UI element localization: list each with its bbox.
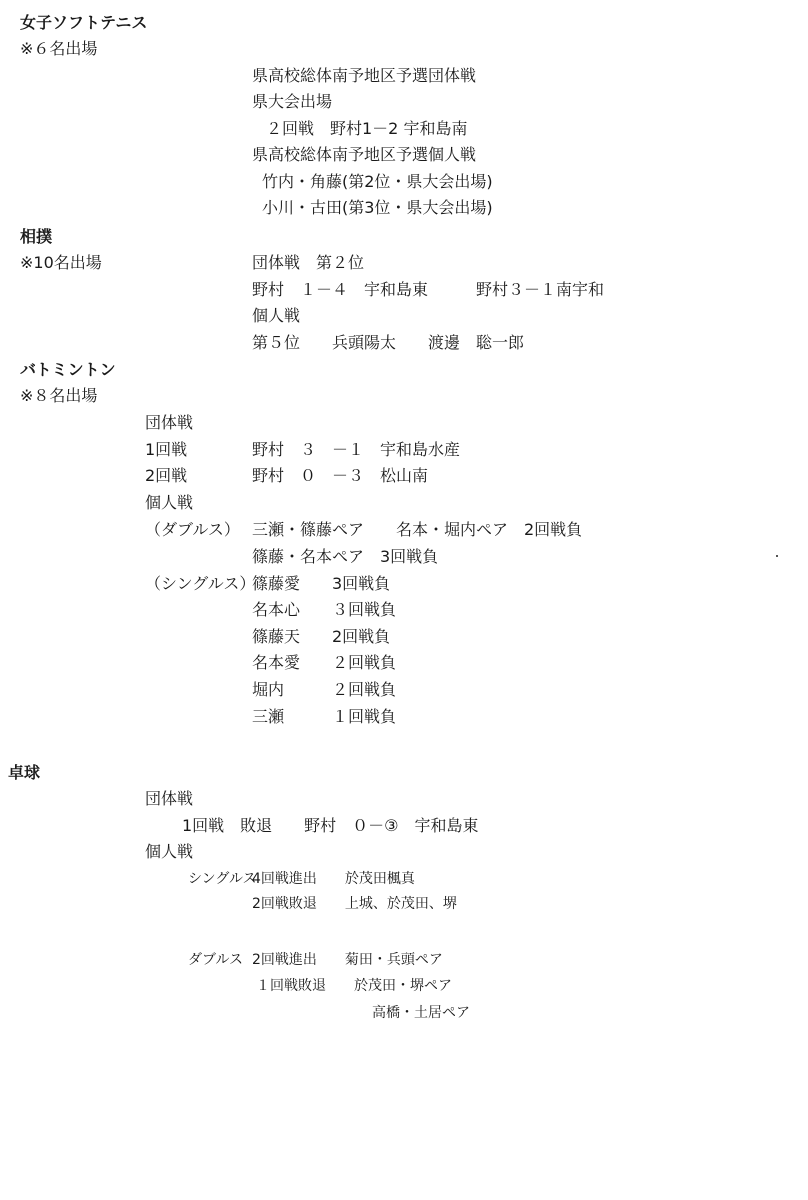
tabletennis-team-result: 1回戦 敗退 野村 ０－③ 宇和島東 [182, 816, 479, 835]
tabletennis-singles-label: シングルス [188, 871, 257, 887]
sumo-line: 第５位 兵頭陽太 渡邊 聡一郎 [252, 333, 525, 352]
softtennis-heading: 女子ソフトテニス [20, 13, 148, 32]
badminton-doubles-label: （ダブルス） [145, 520, 240, 539]
badminton-singles-result: 堀内 ２回戦負 [252, 680, 397, 699]
softtennis-line: 小川・古田(第3位・県大会出場) [262, 198, 493, 217]
badminton-singles-label: （シングルス） [145, 574, 256, 593]
badminton-round2-result: 野村 ０ －３ 松山南 [252, 466, 429, 485]
sumo-line: 団体戦 第２位 [252, 253, 365, 272]
badminton-singles-result: 名本愛 ２回戦負 [252, 653, 397, 672]
badminton-round2-label: 2回戦 [145, 466, 188, 485]
stray-dot [776, 555, 778, 557]
badminton-team-label: 団体戦 [145, 413, 194, 432]
tabletennis-doubles-label: ダブルス [188, 952, 244, 968]
softtennis-line: 竹内・角藤(第2位・県大会出場) [262, 172, 493, 191]
tabletennis-heading: 卓球 [8, 763, 41, 782]
tabletennis-singles-result: 2回戦敗退 上城、於茂田、堺 [252, 896, 457, 912]
sumo-line: 野村 １－４ 宇和島東 野村３－１南宇和 [252, 280, 605, 299]
tabletennis-doubles-result: １回戦敗退 於茂田・堺ペア [256, 978, 452, 994]
tabletennis-doubles-result: 2回戦進出 菊田・兵頭ペア [252, 952, 443, 968]
softtennis-entrants: ※６名出場 [20, 39, 98, 58]
badminton-singles-result: 名本心 ３回戦負 [252, 600, 397, 619]
badminton-round1-result: 野村 ３ －１ 宇和島水産 [252, 440, 461, 459]
badminton-round1-label: 1回戦 [145, 440, 188, 459]
sumo-entrants: ※10名出場 [20, 253, 102, 272]
badminton-singles-result: 三瀬 １回戦負 [252, 707, 397, 726]
softtennis-line: 県大会出場 [252, 92, 333, 111]
softtennis-line: ２回戦 野村1－2 宇和島南 [266, 119, 468, 138]
badminton-individual-label: 個人戦 [145, 493, 194, 512]
sumo-line: 個人戦 [252, 306, 301, 325]
badminton-singles-result: 篠藤愛 3回戦負 [252, 574, 391, 593]
badminton-doubles-result: 篠藤・名本ペア 3回戦負 [252, 547, 439, 566]
badminton-doubles-result: 三瀬・篠藤ペア 名本・堀内ペア 2回戦負 [252, 520, 583, 539]
tabletennis-singles-result: 4回戦進出 於茂田楓真 [252, 871, 415, 887]
badminton-singles-result: 篠藤天 2回戦負 [252, 627, 391, 646]
softtennis-line: 県高校総体南予地区予選個人戦 [252, 145, 477, 164]
tabletennis-individual-label: 個人戦 [145, 842, 194, 861]
badminton-heading: バトミントン [20, 360, 116, 379]
badminton-entrants: ※８名出場 [20, 386, 98, 405]
sumo-heading: 相撲 [20, 227, 53, 246]
softtennis-line: 県高校総体南予地区予選団体戦 [252, 66, 477, 85]
tabletennis-team-label: 団体戦 [145, 789, 194, 808]
tabletennis-doubles-result: 高橋・土居ペア [372, 1005, 470, 1021]
